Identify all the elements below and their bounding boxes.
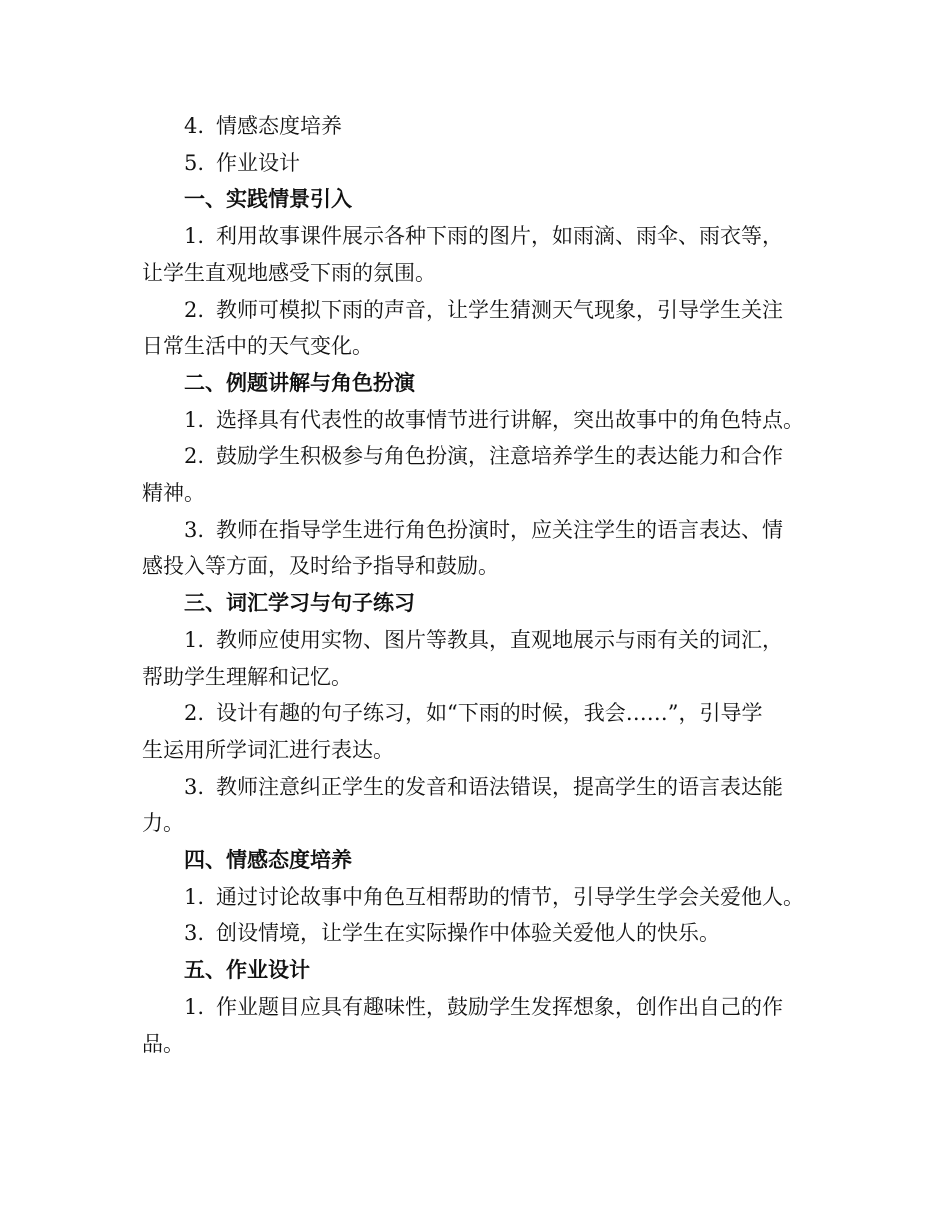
item-text: 鼓励学生积极参与角色扮演，注意培养学生的表达能力和合作: [216, 444, 783, 469]
item-text: 教师在指导学生进行角色扮演时，应关注学生的语言表达、情: [216, 517, 783, 542]
section-heading: 三、词汇学习与句子练习: [184, 591, 415, 616]
list-item: [142, 989, 818, 1026]
list-item: [142, 915, 818, 952]
list-item: [142, 108, 818, 145]
item-continuation: 力。: [142, 811, 184, 836]
item-text: 通过讨论故事中角色互相帮助的情节，引导学生学会关爱他人。: [216, 884, 804, 909]
section-heading: 四、情感态度培养: [184, 848, 352, 873]
item-text: 选择具有代表性的故事情节进行讲解，突出故事中的角色特点。: [216, 407, 804, 432]
item-number: 1.: [184, 994, 205, 1019]
item-number: 1.: [184, 224, 205, 249]
item-text: 教师应使用实物、图片等教具，直观地展示与雨有关的词汇，: [216, 627, 783, 652]
item-number: 2.: [184, 444, 205, 469]
item-text: 作业题目应具有趣味性，鼓励学生发挥想象，创作出自己的作: [216, 994, 783, 1019]
item-number: 1.: [184, 627, 205, 652]
section-heading: 五、作业设计: [184, 958, 310, 983]
item-continuation: 感投入等方面，及时给予指导和鼓励。: [142, 554, 499, 579]
item-text: 教师注意纠正学生的发音和语法错误，提高学生的语言表达能: [216, 774, 783, 799]
item-text: 情感态度培养: [216, 114, 342, 138]
list-item: [142, 769, 818, 806]
item-continuation: 让学生直观地感受下雨的氛围。: [142, 260, 436, 285]
list-item: [142, 145, 818, 182]
list-item: [142, 622, 818, 659]
item-continuation: 精神。: [142, 481, 205, 506]
item-continuation: 日常生活中的天气变化。: [142, 334, 373, 359]
item-continuation: 品。: [142, 1031, 184, 1056]
list-item: [142, 292, 818, 329]
item-number: 3.: [184, 517, 205, 542]
list-item: [142, 512, 818, 549]
section-heading: 一、实践情景引入: [184, 187, 352, 212]
item-number: 3.: [184, 774, 205, 799]
list-item: [142, 879, 818, 916]
item-number: 4.: [184, 114, 205, 138]
list-item: [142, 695, 818, 732]
item-number: 3.: [184, 921, 205, 946]
item-continuation: 帮助学生理解和记忆。: [142, 664, 352, 689]
item-number: 5.: [184, 150, 205, 175]
item-number: 2.: [184, 701, 205, 726]
item-text: 教师可模拟下雨的声音，让学生猜测天气现象，引导学生关注: [216, 297, 783, 322]
item-continuation: 生运用所学词汇进行表达。: [142, 737, 394, 762]
list-item: [142, 438, 818, 475]
item-text: 创设情境，让学生在实际操作中体验关爱他人的快乐。: [216, 921, 720, 946]
item-text: 利用故事课件展示各种下雨的图片，如雨滴、雨伞、雨衣等，: [216, 224, 783, 249]
list-item: [142, 218, 818, 255]
item-text: 设计有趣的句子练习，如“下雨的时候，我会……”，引导学: [216, 701, 763, 726]
item-text: 作业设计: [216, 150, 300, 175]
item-number: 2.: [184, 297, 205, 322]
section-heading: 二、例题讲解与角色扮演: [184, 370, 415, 395]
document-body: [142, 108, 818, 1062]
item-number: 1.: [184, 407, 205, 432]
item-number: 1.: [184, 884, 205, 909]
list-item: [142, 402, 818, 439]
